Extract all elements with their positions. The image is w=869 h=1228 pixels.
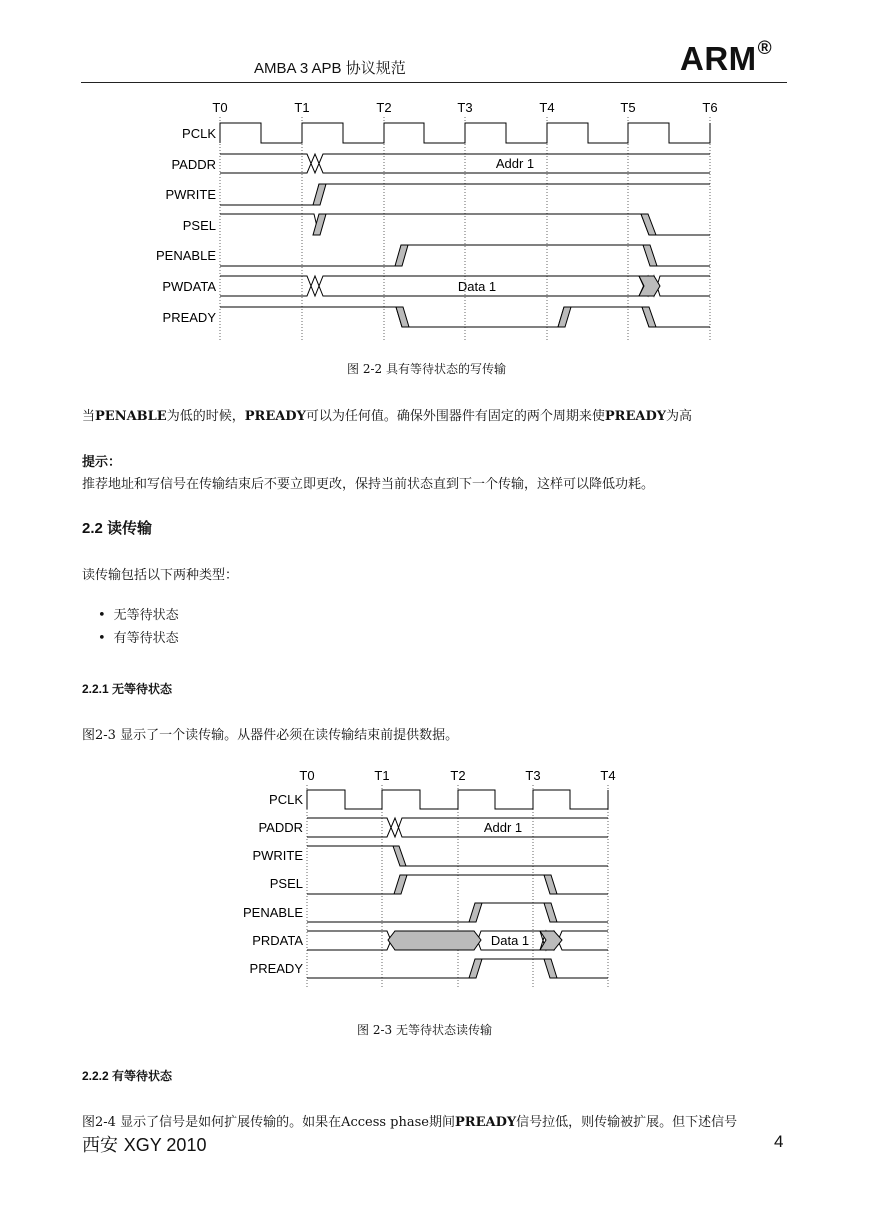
list-item: • 无等待状态 xyxy=(98,604,179,627)
signal-label-paddr: PADDR xyxy=(258,820,303,835)
read-transfer-types-list xyxy=(98,604,179,650)
figure-2-2-caption: 图 2-2 具有等待状态的写传输 xyxy=(347,362,506,376)
clock-label-t4: T4 xyxy=(600,768,616,783)
section-2-2-1-title: 2.2.1 无等待状态 xyxy=(82,682,173,696)
signal-label-pwdata: PWDATA xyxy=(162,279,216,294)
signal-label-pclk: PCLK xyxy=(182,126,216,141)
section-2-2-2-title: 2.2.2 有等待状态 xyxy=(82,1069,173,1083)
pready-description: 当PENABLE为低的时候，PREADY可以为任何值。确保外围器件有固定的两个周期来使PREADY为高 xyxy=(82,409,693,424)
footer-author-year: XGY 2010 xyxy=(123,1135,207,1155)
arm-logo xyxy=(680,40,772,78)
clock-label-t6: T6 xyxy=(702,100,718,115)
header-title: AMBA 3 APB 协议规范 xyxy=(254,60,406,77)
note-text: 推荐地址和写信号在传输结束后不要立即更改，保持当前状态直到下一个传输，这样可以降低功耗。 xyxy=(82,477,655,492)
signal-label-pclk: PCLK xyxy=(269,792,303,807)
registered-mark: ® xyxy=(757,38,773,59)
data-value-label: Data 1 xyxy=(457,279,497,294)
note-label: 提示： xyxy=(82,455,122,470)
header-rule xyxy=(81,82,787,83)
clock-label-t0: T0 xyxy=(212,100,228,115)
list-item: • 有等待状态 xyxy=(98,627,179,650)
section-2-2-intro: 读传输包括以下两种类型： xyxy=(82,568,239,583)
clock-label-t3: T3 xyxy=(525,768,541,783)
clock-label-t5: T5 xyxy=(620,100,636,115)
clock-label-t2: T2 xyxy=(376,100,392,115)
section-2-2-title: 2.2 读传输 xyxy=(82,520,153,537)
data-value-label: Data 1 xyxy=(490,933,530,948)
clock-label-t2: T2 xyxy=(450,768,466,783)
addr-value-label: Addr 1 xyxy=(495,156,535,171)
signal-label-psel: PSEL xyxy=(182,218,216,233)
signal-label-penable: PENABLE xyxy=(243,905,303,920)
footer-city: 西安 xyxy=(82,1135,118,1156)
signal-label-prdata: PRDATA xyxy=(252,933,303,948)
signal-label-penable: PENABLE xyxy=(156,248,216,263)
page-number: 4 xyxy=(774,1132,784,1151)
clock-label-t1: T1 xyxy=(374,768,390,783)
section-2-2-1-text: 图2-3 显示了一个读传输。从器件必须在读传输结束前提供数据。 xyxy=(82,728,459,743)
clock-label-t3: T3 xyxy=(457,100,473,115)
section-2-2-2-text: 图2-4 显示了信号是如何扩展传输的。如果在Access phase期间PREADY信号拉低，则传输被扩展。但下述信号 xyxy=(82,1115,738,1130)
signal-label-paddr: PADDR xyxy=(171,157,216,172)
clock-label-t4: T4 xyxy=(539,100,555,115)
addr-value-label: Addr 1 xyxy=(483,820,523,835)
logo-text: ARM xyxy=(680,40,757,77)
clock-label-t0: T0 xyxy=(299,768,315,783)
clock-label-t1: T1 xyxy=(294,100,310,115)
signal-label-pready: PREADY xyxy=(162,310,216,325)
signal-label-pwrite: PWRITE xyxy=(165,187,216,202)
signal-label-pready: PREADY xyxy=(249,961,303,976)
timing-diagram-write-wait xyxy=(0,90,869,350)
signal-label-pwrite: PWRITE xyxy=(252,848,303,863)
timing-diagram-read-no-wait xyxy=(0,760,869,1000)
footer-author xyxy=(82,1131,206,1157)
signal-label-psel: PSEL xyxy=(269,876,303,891)
figure-2-3-caption: 图 2-3 无等待状态读传输 xyxy=(357,1023,492,1037)
